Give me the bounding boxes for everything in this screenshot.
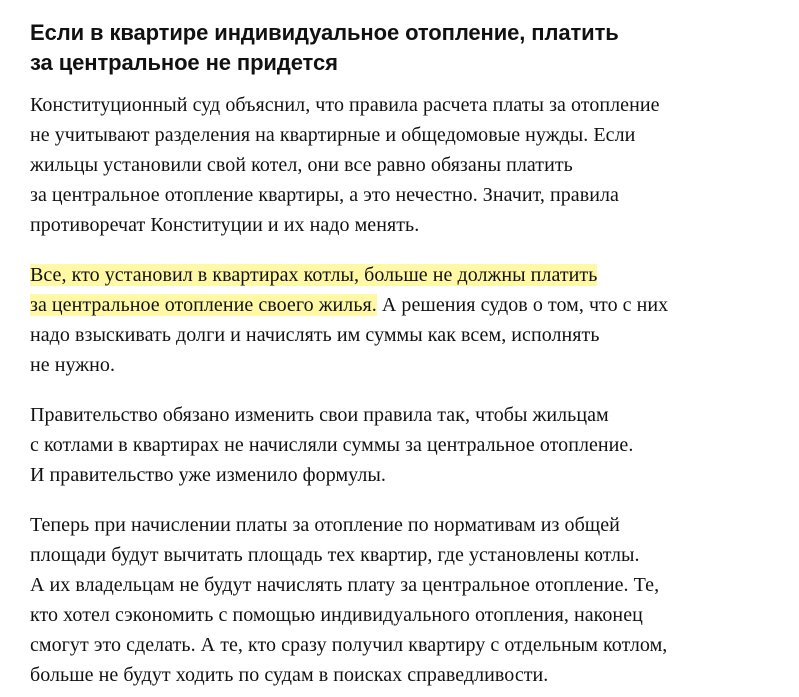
text-line: смогут это сделать. А те, кто сразу получил квартиру с отдельным котлом,	[30, 634, 668, 656]
text-line: Правительство обязано изменить свои правила так, чтобы жильцам	[30, 404, 609, 426]
paragraph-1	[30, 90, 790, 240]
text-line: с котлами в квартирах не начисляли суммы за центральное отопление.	[30, 434, 634, 456]
text-line: жильцы установили свой котел, они все равно обязаны платить	[30, 154, 573, 176]
text-line: не учитывают разделения на квартирные и общедомовые нужды. Если	[30, 124, 636, 146]
article	[30, 18, 790, 690]
text-line: площади будут вычитать площадь тех квартир, где установлены котлы.	[30, 544, 640, 566]
title-line: за центральное не придется	[30, 50, 338, 75]
article-title	[30, 18, 790, 78]
text-line: И правительство уже изменило формулы.	[30, 464, 386, 486]
text-line: кто хотел сэкономить с помощью индивидуального отопления, наконец	[30, 604, 643, 626]
text-line: больше не будут ходить по судам в поисках справедливости.	[30, 664, 549, 686]
highlighted-text: Все, кто установил в квартирах котлы, больше не должны платить	[30, 264, 598, 286]
text-line: Теперь при начислении платы за отопление по нормативам из общей	[30, 514, 620, 536]
title-line: Если в квартире индивидуальное отопление, платить	[30, 20, 619, 45]
text-line: противоречат Конституции и их надо менять.	[30, 214, 420, 236]
paragraph-2	[30, 260, 790, 380]
text-line: Конституционный суд объяснил, что правила расчета платы за отопление	[30, 94, 660, 116]
text-line	[30, 290, 790, 320]
text-line: не нужно.	[30, 354, 115, 376]
text-line	[30, 260, 790, 290]
text-line: надо взыскивать долги и начислять им суммы как всем, исполнять	[30, 324, 600, 346]
text-line: за центральное отопление квартиры, а это нечестно. Значит, правила	[30, 184, 619, 206]
text-line: А их владельцам не будут начислять плату за центральное отопление. Те,	[30, 574, 660, 596]
paragraph-3	[30, 400, 790, 490]
text-segment: А решения судов о том, что с них	[376, 294, 669, 316]
highlighted-text: за центральное отопление своего жилья.	[30, 294, 377, 316]
paragraph-4	[30, 510, 790, 690]
